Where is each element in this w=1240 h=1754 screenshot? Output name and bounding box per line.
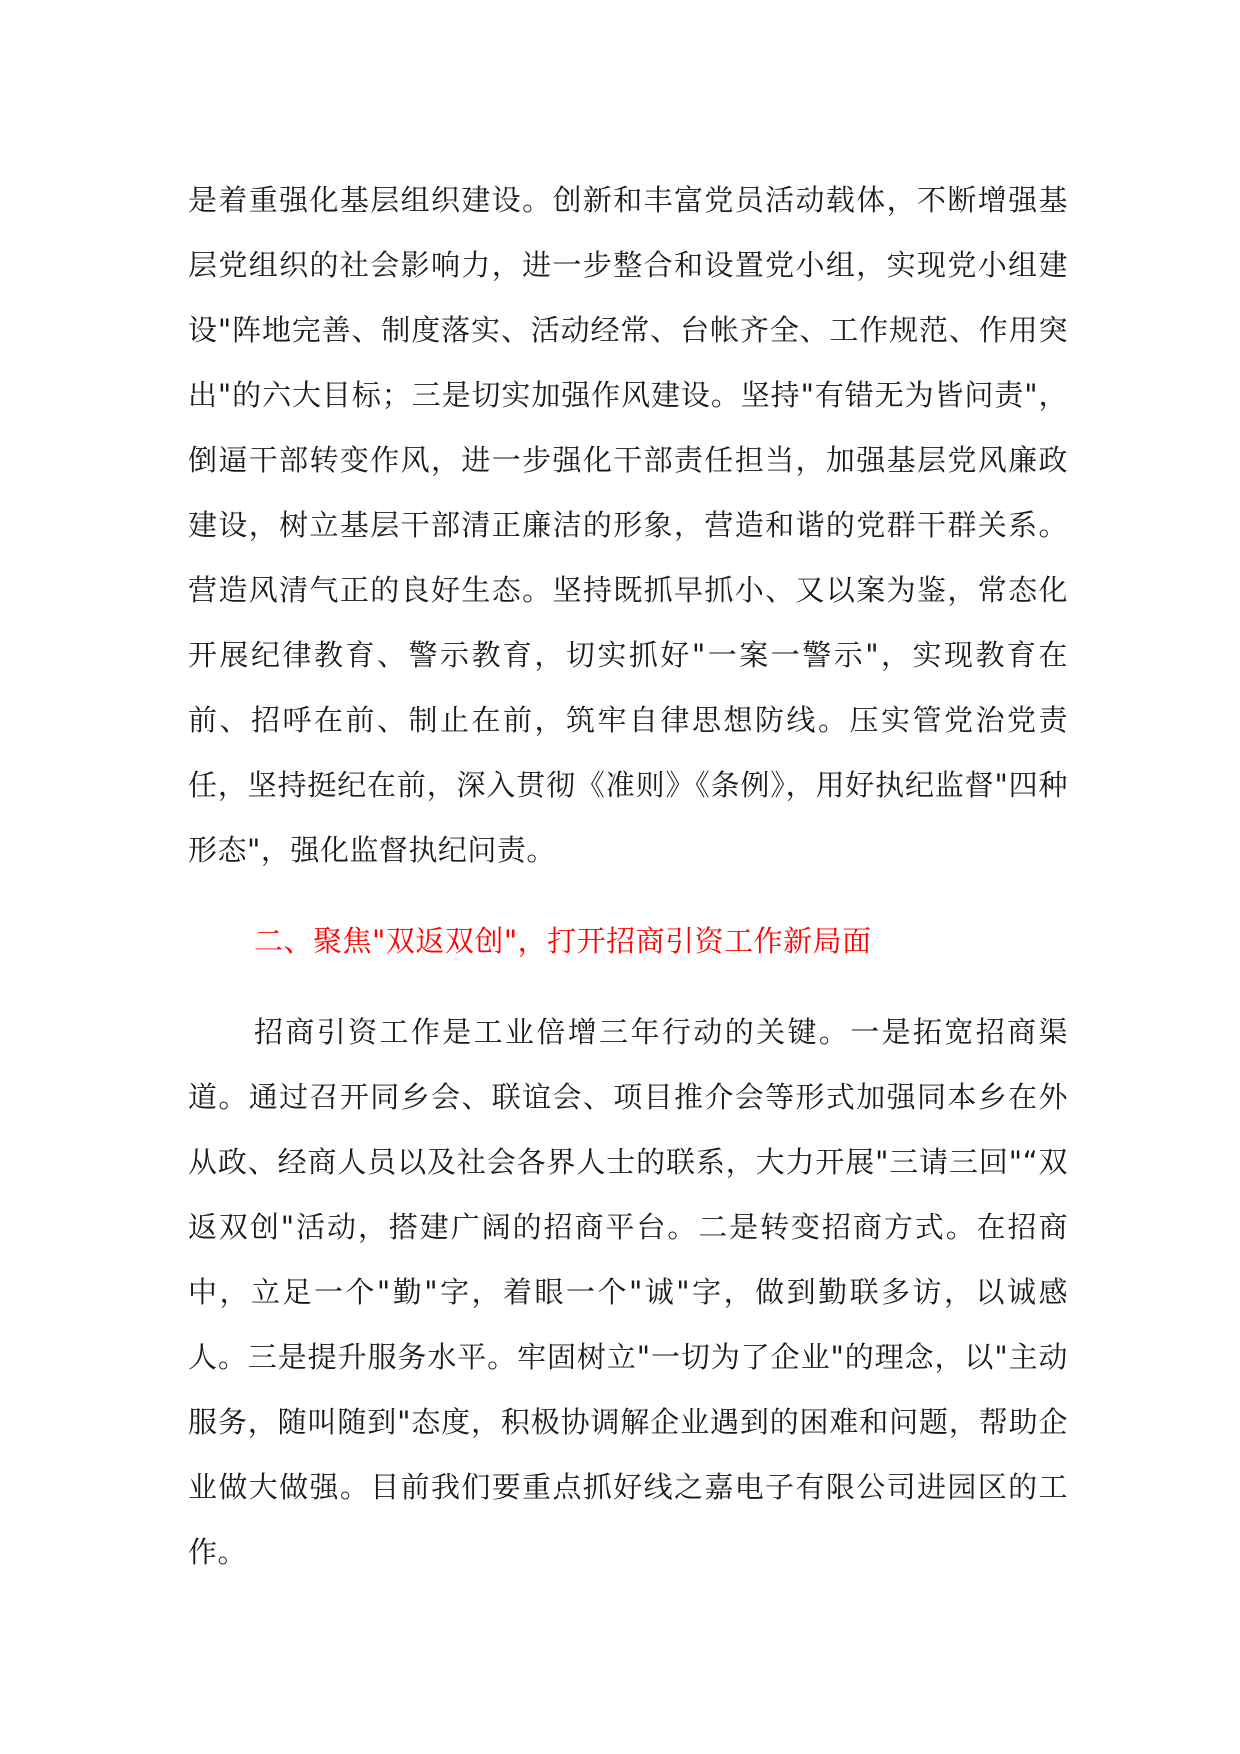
body-paragraph: 招商引资工作是工业倍增三年行动的关键。一是拓宽招商渠道。通过召开同乡会、联谊会、项目推介会等形式加强同本乡在外从政、经商人员以及社会各界人士的联系，大力开展"三请三回"“双返双创"活动，搭建广阔的招商平台。二是转变招商方式。在招商中，立足一个"勤"字，着眼一个"诚"字，做到勤联多访，以诚感人。三是提升服务水平。牢固树立"一切为了企业"的理念，以"主动服务，随叫随到"态度，积极协调解企业遇到的困难和问题，帮助企业做大做强。目前我们要重点抓好线之嘉电子有限公司进园区的工作。: [188, 1015, 1068, 1569]
body-paragraph: 是着重强化基层组织建设。创新和丰富党员活动载体，不断增强基层党组织的社会影响力，进一步整合和设置党小组，实现党小组建设"阵地完善、制度落实、活动经常、台帐齐全、工作规范、作用突出"的六大目标；三是切实加强作风建设。坚持"有错无为皆问责"，倒逼干部转变作风，进一步强化干部责任担当，加强基层党风廉政建设，树立基层干部清正廉洁的形象，营造和谐的党群干群关系。营造风清气正的良好生态。坚持既抓早抓小、又以案为鉴，常态化开展纪律教育、警示教育，切实抓好"一案一警示"，实现教育在前、招呼在前、制止在前，筑牢自律思想防线。压实管党治党责任，坚持挺纪在前，深入贯彻《准则》《条例》，用好执纪监督"四种形态"，强化监督执纪问责。: [188, 183, 1068, 867]
document-body: [188, 168, 1068, 1585]
section-heading: 二、聚焦"双返双创"，打开招商引资工作新局面: [254, 924, 872, 958]
